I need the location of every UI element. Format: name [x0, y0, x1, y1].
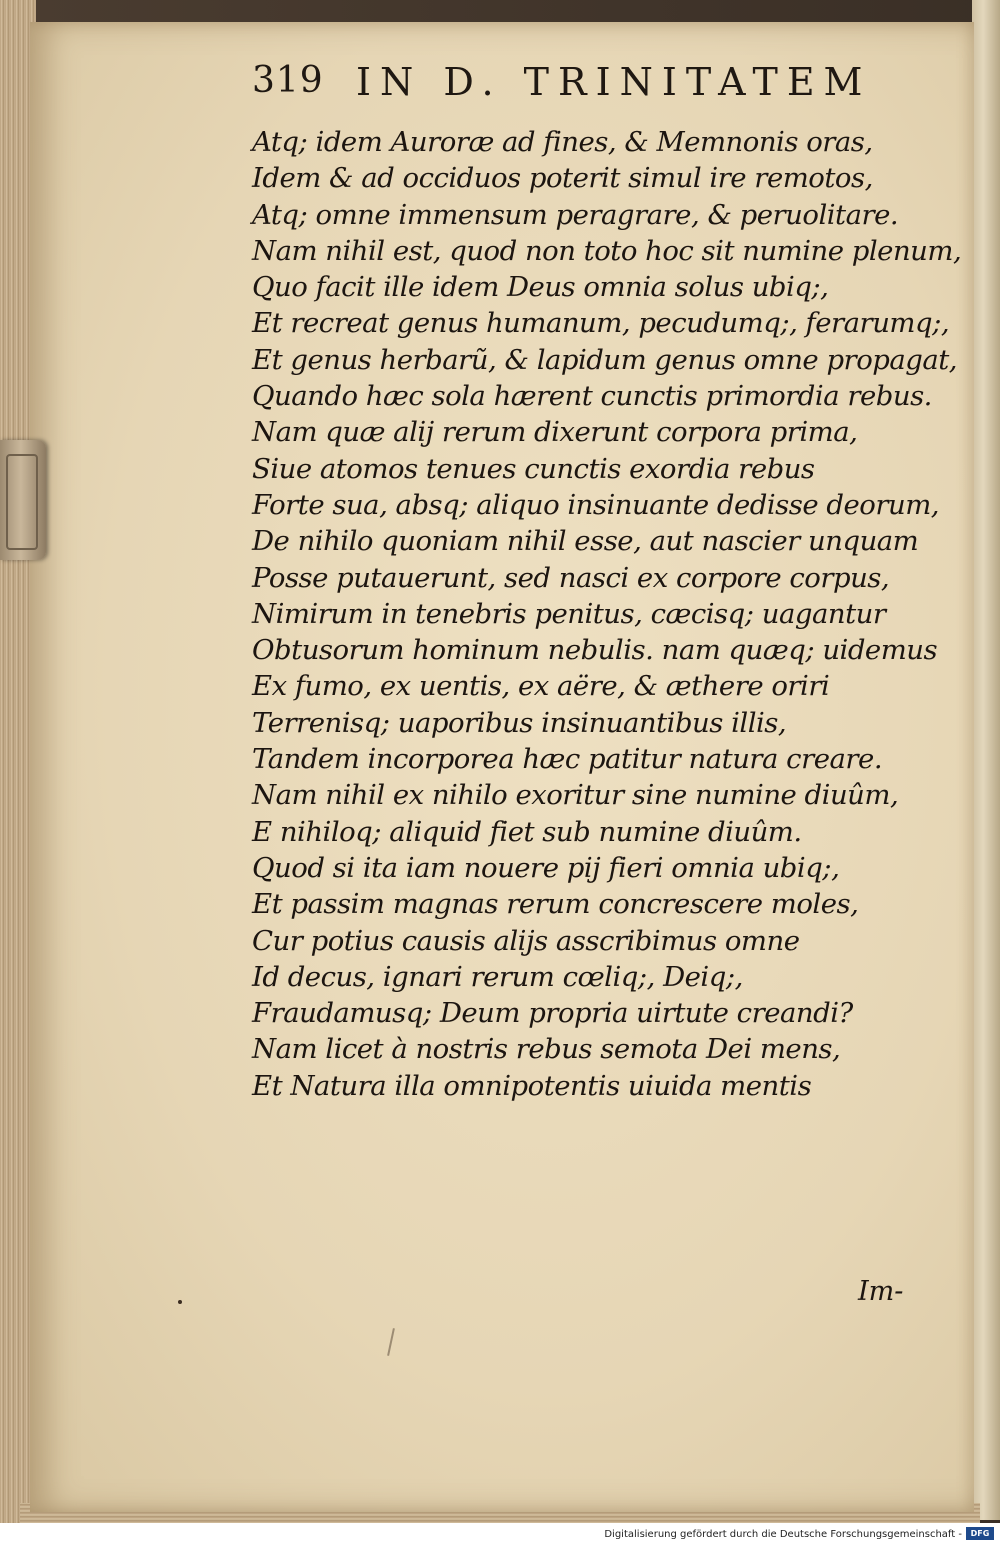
verse-line: Fraudamusq; Deum propria uirtute creandi? [252, 997, 853, 1030]
verse-line: Ex fumo, ex uentis, ex aëre, & æthere oriri [252, 670, 830, 703]
verse-line: Cur potius causis alijs asscribimus omne [252, 924, 800, 957]
verse-line: Tandem incorporea hæc patitur natura creare. [252, 743, 883, 776]
verse-line: Nam quæ alij rerum dixerunt corpora prima, [252, 416, 858, 449]
verse-line: E nihiloq; aliquid fiet sub numine diuûm. [252, 815, 802, 848]
verse-line: Atq; omne immensum peragrare, & peruolitare. [252, 198, 899, 231]
verse-line: Et Natura illa omnipotentis uiuida mentis [252, 1069, 812, 1102]
verse-line: Et passim magnas rerum concrescere moles, [252, 888, 859, 921]
verse-line: Nam nihil est, quod non toto hoc sit numine plenum, [252, 234, 962, 267]
ink-speck [178, 1300, 182, 1304]
verse-line: Et genus herbarũ, & lapidum genus omne propagat, [252, 343, 958, 376]
verse-line: Forte sua, absq; aliquo insinuante dedisse deorum, [252, 488, 940, 521]
running-title: IN D. TRINITATEM [356, 60, 872, 104]
book-clasp [0, 440, 46, 560]
verse-line: Siue atomos tenues cunctis exordia rebus [252, 452, 815, 485]
verse-line: Idem & ad occiduos poterit simul ire remotos, [252, 162, 873, 195]
verse-line: Terrenisq; uaporibus insinuantibus illis, [252, 706, 787, 739]
clasp-frame [6, 454, 38, 550]
dfg-logo: DFG [966, 1527, 994, 1540]
verse-line: Quando hæc sola hærent cunctis primordia rebus. [252, 380, 932, 413]
verse-line: Obtusorum hominum nebulis. nam quæq; uidemus [252, 634, 938, 667]
verse-line: Id decus, ignari rerum cœliq;, Deiq;, [252, 960, 743, 993]
verse-line: Nam nihil ex nihilo exoritur sine numine diuûm, [252, 779, 899, 812]
verse-line: Nam licet à nostris rebus semota Dei mens, [252, 1033, 841, 1066]
verse-line: De nihilo quoniam nihil esse, aut nascier unquam [252, 525, 919, 558]
catchword: Im- [858, 1276, 904, 1307]
verse-line: Atq; idem Auroræ ad fines, & Memnonis oras, [252, 126, 873, 158]
funding-credit: Digitalisierung gefördert durch die Deutsche Forschungsgemeinschaft - [604, 1529, 962, 1540]
right-page-stack [972, 0, 1000, 1520]
page-header [252, 60, 872, 110]
verse-block [252, 124, 962, 1104]
verse-line: Quod si ita iam nouere pij fieri omnia ubiq;, [252, 851, 840, 884]
verse-line: Quo facit ille idem Deus omnia solus ubiq;, [252, 271, 829, 304]
verse-line: Posse putauerunt, sed nasci ex corpore corpus, [252, 561, 890, 594]
page-number: 319 [252, 60, 324, 101]
verse-line: Nimirum in tenebris penitus, cæcisq; uagantur [252, 597, 886, 630]
footer-bar [0, 1523, 1000, 1543]
verse-line: Et recreat genus humanum, pecudumq;, ferarumq;, [252, 307, 950, 340]
